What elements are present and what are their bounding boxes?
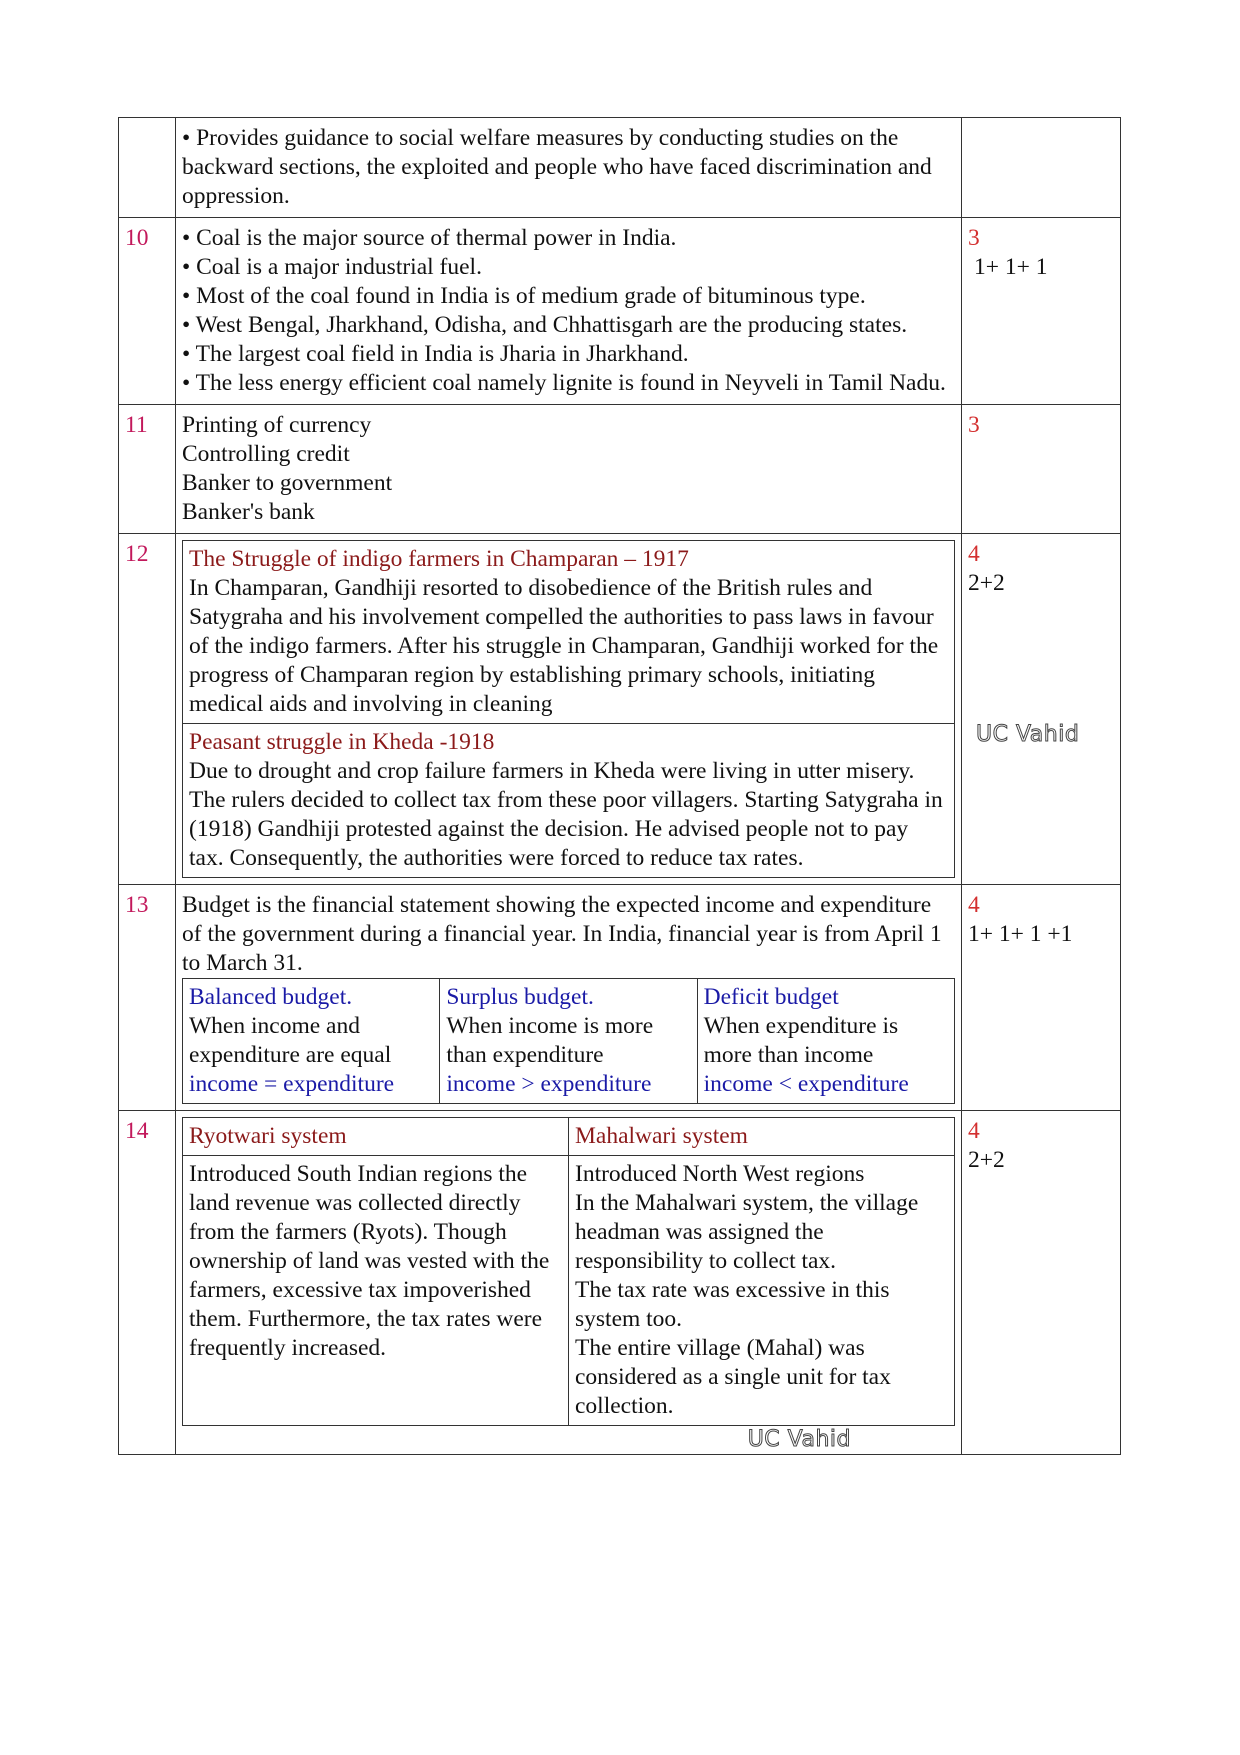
system-text: In the Mahalwari system, the village headman was assigned the responsibility to collect tax. [575, 1190, 919, 1274]
answer-line: Controlling credit [182, 441, 350, 467]
answer-line: Banker to government [182, 470, 393, 496]
budget-title: Balanced budget. [189, 984, 353, 1010]
marks-cell [962, 218, 1121, 405]
budget-formula: income > expenditure [446, 1071, 652, 1097]
marks-cell [962, 885, 1121, 1111]
answer-line: • Provides guidance to social welfare measures by conducting studies on the backward sections, the exploited and people who have faced discrimination and oppression. [182, 125, 932, 209]
marks-total: 3 [968, 225, 980, 251]
answer-line: Printing of currency [182, 412, 372, 438]
answer-cell [176, 1111, 962, 1455]
struggle-box [183, 724, 955, 878]
budget-title: Surplus budget. [446, 984, 594, 1010]
table-row [119, 405, 1121, 534]
answer-line: • Coal is the major source of thermal power in India. [182, 225, 677, 251]
budget-types-table [182, 978, 955, 1104]
answer-cell [176, 885, 962, 1111]
answer-line: • Most of the coal found in India is of medium grade of bituminous type. [182, 283, 866, 309]
struggle-text: In Champaran, Gandhiji resorted to disobedience of the British rules and Satygraha and his involvement compelled the authorities to pass laws in favour of the indigo farmers. After his struggle in Champaran, Gandhiji worked for the progress of Champaran region by establishing primary schools, initiating medical aids and involving in cleaning [189, 575, 939, 717]
question-number: 11 [119, 405, 176, 534]
marks-breakdown: 2+2 [968, 1147, 1005, 1173]
budget-cell-balanced [183, 979, 440, 1104]
system-text: The tax rate was excessive in this system too. [575, 1277, 890, 1332]
question-number: 10 [119, 218, 176, 405]
answer-key-table [118, 117, 1121, 1455]
question-number: 14 [119, 1111, 176, 1455]
marks-breakdown: 1+ 1+ 1 +1 [968, 921, 1073, 947]
budget-cell-deficit [697, 979, 954, 1104]
answer-cell [176, 218, 962, 405]
marks-breakdown: 2+2 [968, 570, 1005, 596]
table-row [119, 1111, 1121, 1455]
marks-cell [962, 534, 1121, 885]
table-row [119, 534, 1121, 885]
watermark: UC Vahid [976, 722, 1080, 747]
struggle-box [183, 541, 955, 724]
system-header-row [183, 1118, 955, 1156]
budget-desc: When income is more than expenditure [446, 1013, 654, 1068]
struggle-table [182, 540, 955, 878]
table-row [119, 218, 1121, 405]
answer-line: • The largest coal field in India is Jharia in Jharkhand. [182, 341, 689, 367]
struggle-row [183, 541, 955, 724]
system-body-ryotwari [183, 1156, 569, 1426]
system-body-row [183, 1156, 955, 1426]
marks-total: 4 [968, 541, 980, 567]
budget-title: Deficit budget [703, 984, 839, 1010]
table-row [119, 885, 1121, 1111]
struggle-title: The Struggle of indigo farmers in Champaran – 1917 [189, 546, 689, 572]
watermark: UC Vahid [747, 1427, 851, 1452]
marks-cell [962, 405, 1121, 534]
system-title-mahalwari: Mahalwari system [569, 1118, 955, 1156]
land-revenue-table [182, 1117, 955, 1426]
answer-cell [176, 405, 962, 534]
system-text: The entire village (Mahal) was considered as a single unit for tax collection. [575, 1335, 891, 1419]
marks-total: 4 [968, 892, 980, 918]
budget-row [183, 979, 955, 1104]
budget-formula: income = expenditure [189, 1071, 395, 1097]
answer-line: Budget is the financial statement showing the expected income and expenditure of the government during a financial year. In India, financial year is from April 1 to March 31. [182, 892, 942, 976]
system-text: Introduced North West regions [575, 1161, 865, 1187]
system-title-ryotwari: Ryotwari system [183, 1118, 569, 1156]
answer-line: • West Bengal, Jharkhand, Odisha, and Chhattisgarh are the producing states. [182, 312, 908, 338]
marks-total: 4 [968, 1118, 980, 1144]
budget-formula: income < expenditure [703, 1071, 909, 1097]
marks-cell [962, 118, 1121, 218]
marks-breakdown: 1+ 1+ 1 [974, 254, 1048, 280]
struggle-text: Due to drought and crop failure farmers in Kheda were living in utter misery. The rulers decided to collect tax from these poor villagers. Starting Satygraha in (1918) Gandhiji protested against the decision. He advised people not to pay tax. Consequently, the authorities were forced to reduce tax rates. [189, 758, 943, 871]
budget-desc: When expenditure is more than income [703, 1013, 899, 1068]
struggle-title: Peasant struggle in Kheda -1918 [189, 729, 495, 755]
question-number: 13 [119, 885, 176, 1111]
answer-line: Banker's bank [182, 499, 315, 525]
table-row [119, 118, 1121, 218]
system-text: Introduced South Indian regions the land revenue was collected directly from the farmers (Ryots). Though ownership of land was vested with the farmers, excessive tax impoverished them. Furthermore, the tax rates were frequently increased. [189, 1161, 550, 1361]
budget-desc: When income and expenditure are equal [189, 1013, 392, 1068]
struggle-row [183, 724, 955, 878]
question-number: 12 [119, 534, 176, 885]
marks-total: 3 [968, 412, 980, 438]
system-body-mahalwari [569, 1156, 955, 1426]
answer-line: • Coal is a major industrial fuel. [182, 254, 482, 280]
budget-cell-surplus [440, 979, 697, 1104]
question-number [119, 118, 176, 218]
marks-cell [962, 1111, 1121, 1455]
answer-line: • The less energy efficient coal namely lignite is found in Neyveli in Tamil Nadu. [182, 370, 946, 396]
answer-cell [176, 534, 962, 885]
answer-cell [176, 118, 962, 218]
